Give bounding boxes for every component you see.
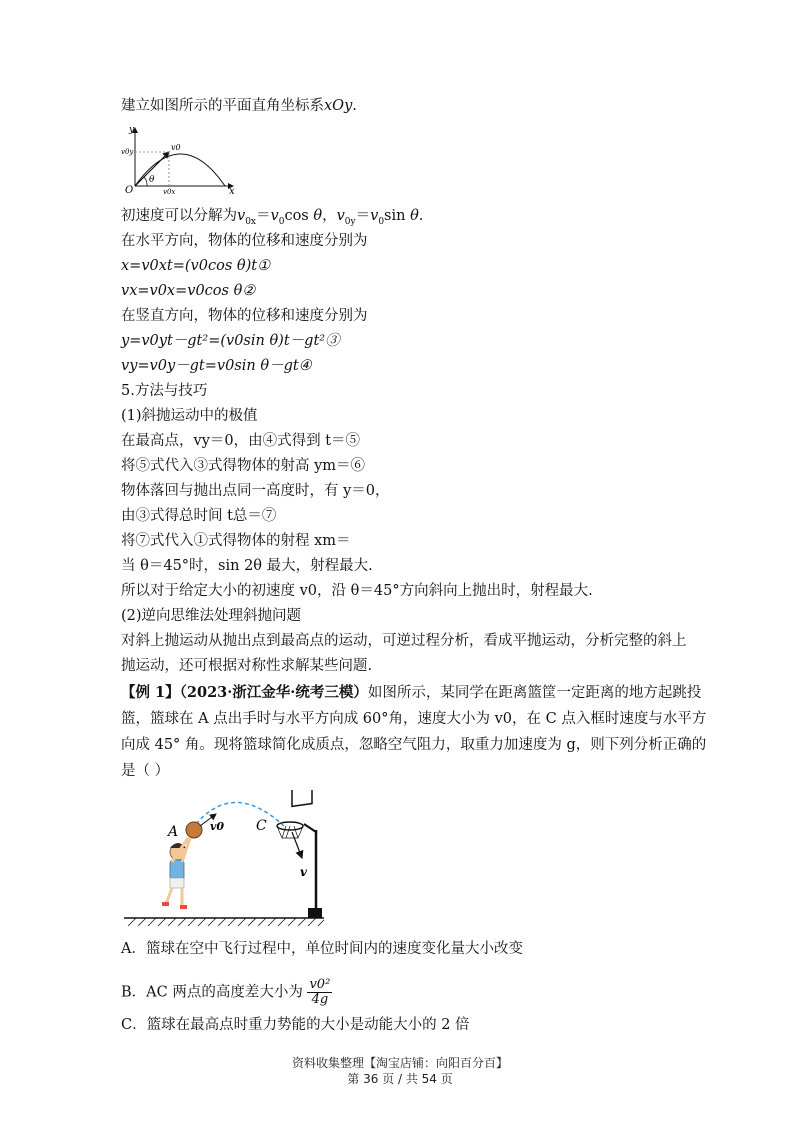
equation-2: vx=v0x=v0cos θ② (121, 283, 256, 299)
theta-label: θ (149, 175, 155, 185)
example-source: （2023·浙江金华·统考三模） (179, 684, 368, 701)
v0y-label: v0y (121, 148, 134, 156)
option-a: A．篮球在空中飞行过程中，单位时间内的速度变化量大小改变 (121, 941, 523, 957)
option-c: C．篮球在最高点时重力势能的大小是动能大小的 2 倍 (121, 1017, 470, 1033)
v0x-label: v0x (163, 188, 176, 194)
fraction: $\frac{\text{v0²}}{4g}$ (309, 977, 331, 1007)
text-line: 由③式得总时间 t总＝⑦ (121, 508, 277, 524)
text-line: 将⑤式代入③式得物体的射高 ym＝⑥ (121, 458, 366, 474)
equation-1: x=v0xt=(v0cos θ)t① (121, 258, 271, 274)
text-line: 物体落回与抛出点同一高度时，有 y＝0， (121, 483, 390, 499)
text-line: 在最高点，vy＝0，由④式得到 t＝⑤ (121, 433, 361, 449)
text-line: 在水平方向，物体的位移和速度分别为 (121, 233, 368, 249)
coordinate-diagram (121, 122, 241, 194)
subsection-heading: (2)逆向思维法处理斜抛问题 (121, 608, 302, 624)
text-line: 当 θ＝45°时，sin 2θ 最大，射程最大. (121, 558, 373, 574)
text-line: 对斜上抛运动从抛出点到最高点的运动，可逆过程分析，看成平抛运动，分析完整的斜上 (121, 633, 687, 649)
text-line: 所以对于给定大小的初速度 v0，沿 θ＝45°方向斜向上抛出时，射程最大. (121, 583, 593, 599)
text-line: 抛运动，还可根据对称性求解某些问题. (121, 658, 373, 674)
point-a-label: A (168, 824, 179, 840)
text-line: 是（ ） (121, 763, 170, 779)
page-number: 第 36 页 / 共 54 页 (347, 1072, 453, 1086)
text-line: 建立如图所示的平面直角坐标系xOy. (121, 98, 357, 114)
text-line: 向成 45° 角。现将篮球简化成质点，忽略空气阻力，取重力加速度为 g，则下列分析正确的 (121, 737, 707, 753)
example-tag: 【例 1】 (121, 684, 180, 701)
x-axis-label: x (229, 186, 235, 194)
equation-3: y=v0yt－gt²=(v0sin θ)t－gt²③ (121, 333, 340, 349)
text-line: 在竖直方向，物体的位移和速度分别为 (121, 308, 368, 324)
v0-label: v0 (210, 820, 225, 833)
subsection-heading: (1)斜抛运动中的极值 (121, 408, 258, 424)
y-axis-label: y (129, 125, 135, 135)
point-c-label: C (256, 818, 267, 834)
option-b: B．AC 两点的高度差大小为 $\frac{\text{v0²}}{4g}$ (121, 977, 331, 1007)
basketball-diagram (124, 790, 344, 930)
text-line: 初速度可以分解为$v_{0x}=v_0\cos$ θ，$v_{0y}=v_0\sin$ θ. (121, 208, 424, 227)
text-line: 篮，篮球在 A 点出手时与水平方向成 60°角，速度大小为 v0，在 C 点入框时速度与水平方 (121, 711, 707, 727)
footer-source: 资料收集整理【淘宝店铺：向阳百分百】 (291, 1056, 508, 1070)
example-header: 【例 1】（2023·浙江金华·统考三模）如图所示，某同学在距离篮筐一定距离的地方起跳投 (121, 684, 702, 701)
v0-label: v0 (171, 143, 181, 152)
origin-label: O (125, 185, 134, 194)
text-line: 将⑦式代入①式得物体的射程 xm＝ (121, 533, 351, 549)
section-heading: 5.方法与技巧 (121, 383, 208, 399)
v-label: v (300, 865, 307, 879)
equation-4: vy=v0y－gt=v0sin θ－gt④ (121, 358, 312, 374)
